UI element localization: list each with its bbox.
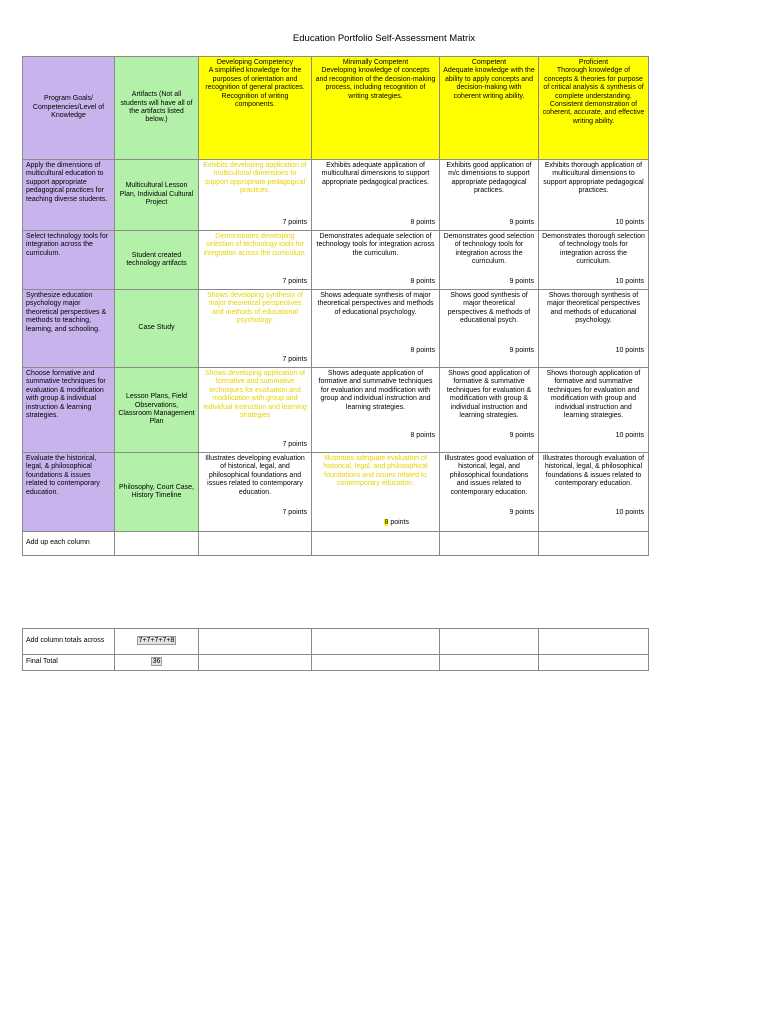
header-goals: Program Goals/ Competencies/Level of Knowledge — [23, 57, 115, 160]
competent-cell — [440, 290, 539, 368]
goal-cell: Choose formative and summative techniques for evaluation & modification with group & individual instruction & learning strategies. — [23, 368, 115, 453]
empty-cell — [115, 532, 199, 556]
minimal-text: Shows adequate application of formative and summative techniques for evaluation and modification with group and individual instruction and learning strategies. — [318, 370, 433, 411]
table-row — [23, 160, 649, 231]
points-label: 7 points — [282, 277, 307, 285]
proficient-cell — [539, 160, 649, 231]
empty-cell — [312, 532, 440, 556]
header-developing: Developing Competency A simplified knowledge for the purposes of orientation and recognition of general practices. Recognition of writing components. — [199, 57, 312, 160]
developing-cell — [199, 368, 312, 453]
developing-text: Demonstrates developing selection of technology tools for integration across the curriculum. — [203, 233, 307, 257]
developing-text: Shows developing application of formative and summative techniques for evaluation and modification with group and individual instruction and learning strategies — [203, 370, 307, 420]
points-label: 10 points — [615, 431, 644, 439]
competent-text: Shows good application of formative & summative techniques for evaluation & modification with group & individual instruction and learning strategies. — [446, 370, 532, 420]
table-row — [23, 290, 649, 368]
minimal-cell — [312, 290, 440, 368]
developing-text: Shows developing synthesis of major theoretical perspectives and methods of educational psychology. — [207, 292, 303, 325]
empty-cell — [539, 629, 649, 655]
points-label: 10 points — [615, 277, 644, 285]
assessment-matrix — [22, 56, 649, 556]
header-minimal: Minimally Competent Developing knowledge of concepts and recognition of the decision-making process, including recognition of writing strategies. — [312, 57, 440, 160]
developing-cell — [199, 231, 312, 290]
proficient-text: Demonstrates thorough selection of technology tools for integration across the curriculum. — [542, 233, 645, 266]
competent-cell — [440, 231, 539, 290]
artifact-cell: Case Study — [115, 290, 199, 368]
developing-text: Illustrates developing evaluation of historical, legal, and philosophical foundations and issues related to contemporary education. — [205, 455, 305, 496]
points-label: 7 points — [282, 508, 307, 516]
final-total-cell — [115, 655, 199, 671]
points-label: 10 points — [615, 508, 644, 516]
empty-cell — [539, 532, 649, 556]
proficient-text: Shows thorough application of formative and summative techniques for evaluation and modification with group and individual instruction and learning strategies. — [546, 370, 641, 420]
developing-text: Exhibits developing application of multicultural dimensions to support appropriate pedagogical practices. — [203, 162, 307, 195]
minimal-cell — [312, 160, 440, 231]
points-label: 8 points — [410, 218, 435, 226]
competent-text: Demonstrates good selection of technology tools for integration across the curriculum. — [443, 233, 535, 266]
column-totals-value: 7+7+7+7+8 — [138, 637, 175, 645]
column-totals-cell — [115, 629, 199, 655]
minimal-cell — [312, 368, 440, 453]
points-label: 7 points — [282, 218, 307, 226]
points-label: 9 points — [509, 218, 534, 226]
table-row — [23, 368, 649, 453]
artifact-cell: Philosophy, Court Case, History Timeline — [115, 453, 199, 532]
proficient-cell — [539, 368, 649, 453]
points-label: 7 points — [282, 355, 307, 363]
competent-cell — [440, 160, 539, 231]
points-label: 10 points — [615, 218, 644, 226]
proficient-text: Illustrates thorough evaluation of historical, legal, & philosophical foundations & issues related to contemporary education. — [542, 455, 645, 488]
minimal-cell — [312, 453, 440, 532]
points-label: 7 points — [282, 440, 307, 448]
empty-cell — [199, 629, 312, 655]
artifact-cell: Student created technology artifacts — [115, 231, 199, 290]
minimal-text: Demonstrates adequate selection of technology tools for integration across the curriculum. — [316, 233, 435, 257]
table-row — [23, 453, 649, 532]
empty-cell — [199, 532, 312, 556]
document-title: Education Portfolio Self-Assessment Matrix — [292, 33, 476, 44]
points-label: 9 points — [509, 431, 534, 439]
goal-cell: Evaluate the historical, legal, & philosophical foundations & issues related to contemporary education. — [23, 453, 115, 532]
points-label: 8 points — [410, 346, 435, 354]
developing-cell — [199, 160, 312, 231]
points-label: 10 points — [615, 346, 644, 354]
header-competent: Competent Adequate knowledge with the ability to apply concepts and decision-making with coherent writing ability. — [440, 57, 539, 160]
competent-text: Illustrates good evaluation of historical, legal, and philosophical foundations and issues related to contemporary education. — [444, 455, 534, 496]
competent-text: Exhibits good application of m/c dimensions to support appropriate pedagogical practices. — [446, 162, 532, 195]
developing-cell — [199, 453, 312, 532]
goal-cell: Apply the dimensions of multicultural education to support appropriate pedagogical practices for teaching diverse students. — [23, 160, 115, 231]
empty-cell — [440, 629, 539, 655]
add-column-row — [23, 532, 649, 556]
points-label — [384, 519, 409, 527]
proficient-cell — [539, 453, 649, 532]
points-label: 9 points — [509, 277, 534, 285]
goal-cell: Synthesize education psychology major theoretical perspectives & methods to teaching, learning, and schooling. — [23, 290, 115, 368]
proficient-text: Shows thorough synthesis of major theoretical perspectives and methods of educational psychology. — [547, 292, 640, 325]
points-label: 9 points — [509, 346, 534, 354]
minimal-text: Illustrates adequate evaluation of historical, legal, and philosophical foundations and issues related to contemporary education. — [323, 455, 428, 488]
empty-cell — [199, 655, 312, 671]
artifact-cell: Multicultural Lesson Plan, Individual Cultural Project — [115, 160, 199, 231]
artifact-cell: Lesson Plans, Field Observations, Classroom Management Plan — [115, 368, 199, 453]
minimal-cell — [312, 231, 440, 290]
empty-cell — [312, 629, 440, 655]
final-total-value: 36 — [152, 658, 161, 666]
points-label: 9 points — [509, 508, 534, 516]
competent-cell — [440, 368, 539, 453]
empty-cell — [312, 655, 440, 671]
totals-table — [22, 628, 649, 671]
final-total-label: Final Total — [23, 655, 115, 671]
totals-row — [23, 629, 649, 655]
proficient-text: Exhibits thorough application of multicultural dimensions to support appropriate pedagogical practices. — [543, 162, 644, 195]
header-artifacts: Artifacts (Not all students will have all of the artifacts listed below.) — [115, 57, 199, 160]
proficient-cell — [539, 290, 649, 368]
goal-cell: Select technology tools for integration across the curriculum. — [23, 231, 115, 290]
empty-cell — [440, 655, 539, 671]
column-totals-label: Add column totals across — [23, 629, 115, 655]
points-word: points — [388, 518, 409, 526]
developing-cell — [199, 290, 312, 368]
proficient-cell — [539, 231, 649, 290]
minimal-text: Exhibits adequate application of multicultural dimensions to support appropriate pedagogical practices. — [321, 162, 430, 186]
empty-cell — [539, 655, 649, 671]
points-highlight: 8 — [384, 518, 389, 526]
competent-text: Shows good synthesis of major theoretical perspectives & methods of educational psych. — [447, 292, 531, 325]
header-proficient: Proficient Thorough knowledge of concepts & theories for purpose of critical analysis & synthesis of complete understanding. Consistent demonstration of coherent, accurate, and effective writing ability. — [539, 57, 649, 160]
empty-cell — [440, 532, 539, 556]
header-row — [23, 57, 649, 160]
final-total-row — [23, 655, 649, 671]
add-column-label: Add up each column — [23, 532, 115, 556]
points-label: 8 points — [410, 431, 435, 439]
table-row — [23, 231, 649, 290]
points-label: 8 points — [410, 277, 435, 285]
competent-cell — [440, 453, 539, 532]
minimal-text: Shows adequate synthesis of major theoretical perspectives and methods of educational psychology. — [317, 292, 434, 316]
